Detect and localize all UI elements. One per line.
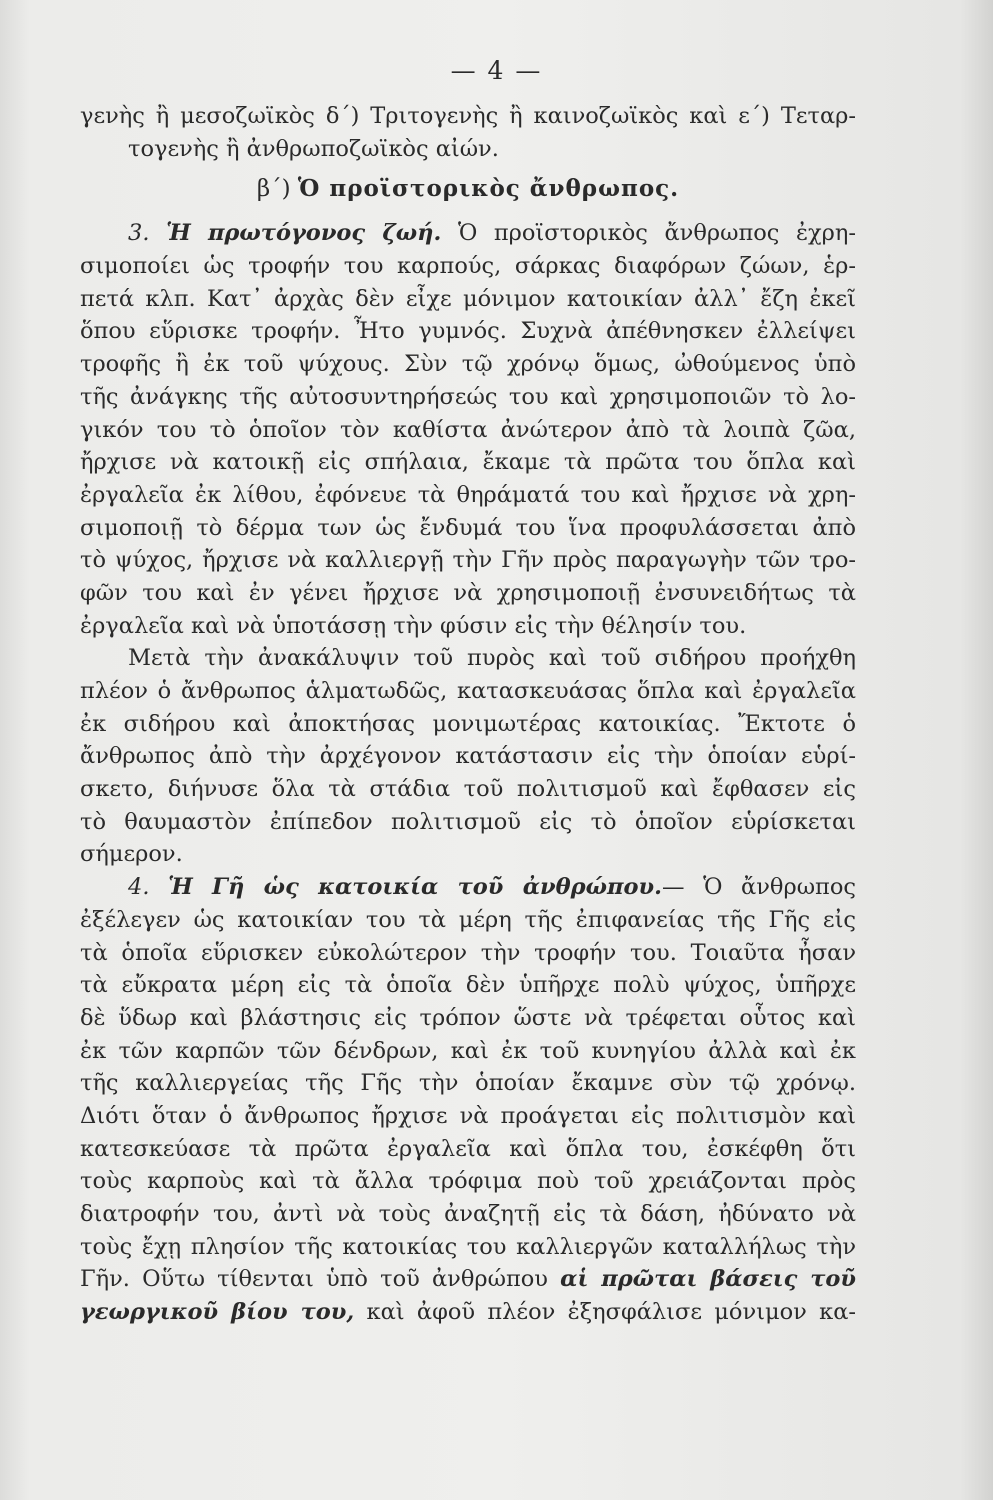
text-line: ἐξέλεγεν ὡς κατοικίαν του τὰ μέρη τῆς ἐπιφανείας τῆς Γῆς εἰς — [80, 906, 856, 933]
text-line: ἐργαλεῖα ἐκ λίθου, ἐφόνευε τὰ θηράματά του καὶ ἤρχισε νὰ χρη- — [80, 481, 856, 508]
text-line: σιμοποίει ὡς τροφήν του καρπούς, σάρκας διαφόρων ζώων, ἑρ- — [80, 253, 856, 280]
text-line: φῶν του καὶ ἐν γένει ἤρχισε νὰ χρησιμοποιῇ ἐνσυνειδήτως τὰ — [80, 579, 856, 606]
text-line: ἐργαλεῖα καὶ νὰ ὑποτάσσῃ τὴν φύσιν εἰς τὴν θέλησίν του. — [80, 612, 747, 639]
text-line: γενὴς ἢ μεσοζωϊκὸς δ΄) Τριτογενὴς ἢ καινοζωϊκὸς καὶ ε΄) Τεταρ- — [80, 103, 856, 129]
section-4-first-line — [80, 871, 856, 904]
section-3-title: Ἡ πρωτόγονος ζωή. — [166, 220, 442, 247]
text-line: δὲ ὕδωρ καὶ βλάστησις εἰς τρόπον ὥστε νὰ τρέφεται οὗτος καὶ — [80, 1004, 856, 1031]
text-line: σκετο, διήνυσε ὅλα τὰ στάδια τοῦ πολιτισμοῦ καὶ ἔφθασεν εἰς — [80, 776, 856, 803]
text-line: ἤρχισε νὰ κατοικῇ εἰς σπήλαια, ἔκαμε τὰ πρῶτα του ὅπλα καὶ — [80, 449, 856, 476]
body-text — [80, 100, 856, 1329]
text-line: Μετὰ τὴν ἀνακάλυψιν τοῦ πυρὸς καὶ τοῦ σιδήρου προήχθη — [128, 645, 856, 672]
text-line — [80, 1296, 856, 1329]
text-line: γικόν του τὸ ὁποῖον τὸν καθίστα ἀνώτερον ἀπὸ τὰ λοιπὰ ζῶα, — [80, 416, 856, 443]
text-line: τοὺς ἔχῃ πλησίον τῆς κατοικίας του καλλιεργῶν καταλλήλως τὴν — [80, 1233, 856, 1260]
section-3-first-line — [80, 217, 856, 250]
text-line: τῆς καλλιεργείας τῆς Γῆς τὴν ὁποίαν ἔκαμνε σὺν τῷ χρόνῳ. — [80, 1070, 856, 1097]
emphasis-text: αἱ πρῶται βάσεις τοῦ — [560, 1266, 856, 1293]
heading-title: Ὁ προϊστορικὸς ἄνθρωπος. — [297, 175, 680, 203]
text-line: κατεσκεύασε τὰ πρῶτα ἐργαλεῖα καὶ ὅπλα του, ἐσκέφθη ὅτι — [80, 1135, 856, 1162]
section-heading — [80, 169, 856, 209]
text-line: τὸ θαυμαστὸν ἐπίπεδον πολιτισμοῦ εἰς τὸ ὁποῖον εὑρίσκεται — [80, 808, 856, 835]
section-3-number: 3. — [128, 220, 150, 247]
text-line: τογενὴς ἢ ἀνθρωποζωϊκὸς αἰών. — [128, 135, 499, 162]
text-line: Διότι ὅταν ὁ ἄνθρωπος ἤρχισε νὰ προάγεται εἰς πολιτισμὸν καὶ — [80, 1102, 856, 1129]
section-3-first-rest: Ὁ προϊστορικὸς ἄνθρωπος ἐχρη- — [441, 220, 856, 247]
section-4-number: 4. — [128, 874, 150, 901]
text-segment: Γῆν. Οὕτω τίθενται ὑπὸ τοῦ ἀνθρώπου — [80, 1266, 561, 1293]
text-line: τροφῆς ἢ ἐκ τοῦ ψύχους. Σὺν τῷ χρόνῳ ὅμως, ὠθούμενος ὑπὸ — [80, 351, 856, 378]
text-segment: καὶ ἀφοῦ πλέον ἐξησφάλισε μόνιμον κα- — [354, 1299, 856, 1326]
emphasis-text: γεωργικοῦ βίου του, — [80, 1299, 355, 1326]
heading-prefix: β΄) — [256, 176, 298, 203]
text-line: ἄνθρωπος ἀπὸ τὴν ἀρχέγονον κατάστασιν εἰς τὴν ὁποίαν εὑρί- — [80, 743, 856, 770]
text-line: σήμερον. — [80, 841, 183, 868]
text-line — [80, 1263, 856, 1296]
text-line: ὅπου εὕρισκε τροφήν. Ἦτο γυμνός. Συχνὰ ἀπέθνησκεν ἐλλείψει — [80, 318, 856, 345]
text-line: σιμοποιῇ τὸ δέρμα των ὡς ἔνδυμά του ἵνα προφυλάσσεται ἀπὸ — [80, 514, 856, 541]
section-4-title: Ἡ Γῆ ὡς κατοικία τοῦ ἀνθρώπου. — [168, 874, 662, 901]
text-line: ἐκ σιδήρου καὶ ἀποκτήσας μονιμωτέρας κατοικίας. Ἔκτοτε ὁ — [80, 710, 856, 737]
text-line: τὰ εὔκρατα μέρη εἰς τὰ ὁποῖα δὲν ὑπῆρχε πολὺ ψύχος, ὑπῆρχε — [80, 972, 856, 999]
text-line: διατροφήν του, ἀντὶ νὰ τοὺς ἀναζητῇ εἰς τὰ δάση, ἠδύνατο νὰ — [80, 1201, 856, 1227]
text-line: τοὺς καρποὺς καὶ τὰ ἄλλα τρόφιμα ποὺ τοῦ χρειάζονται πρὸς — [80, 1168, 856, 1195]
text-line: πετά κλπ. Κατ᾿ ἀρχὰς δὲν εἶχε μόνιμον κατοικίαν ἀλλ᾿ ἔζη ἐκεῖ — [80, 285, 856, 312]
text-line: τῆς ἀνάγκης τῆς αὐτοσυντηρήσεώς του καὶ χρησιμοποιῶν τὸ λο- — [80, 383, 856, 410]
text-line: τὸ ψύχος, ἤρχισε νὰ καλλιεργῇ τὴν Γῆν πρὸς παραγωγὴν τῶν τρο- — [80, 547, 856, 574]
text-line: ἐκ τῶν καρπῶν τῶν δένδρων, καὶ ἐκ τοῦ κυνηγίου ἀλλὰ καὶ ἐκ — [80, 1037, 856, 1064]
text-line: τὰ ὁποῖα εὕρισκεν εὐκολώτερον τὴν τροφήν του. Τοιαῦτα ἦσαν — [80, 939, 856, 966]
section-4-first-rest: — Ὁ ἄνθρωπος — [661, 874, 856, 901]
text-line: πλέον ὁ ἄνθρωπος ἁλματωδῶς, κατασκευάσας ὅπλα καὶ ἐργαλεῖα — [80, 678, 856, 704]
page-number: — 4 — — [450, 56, 543, 85]
